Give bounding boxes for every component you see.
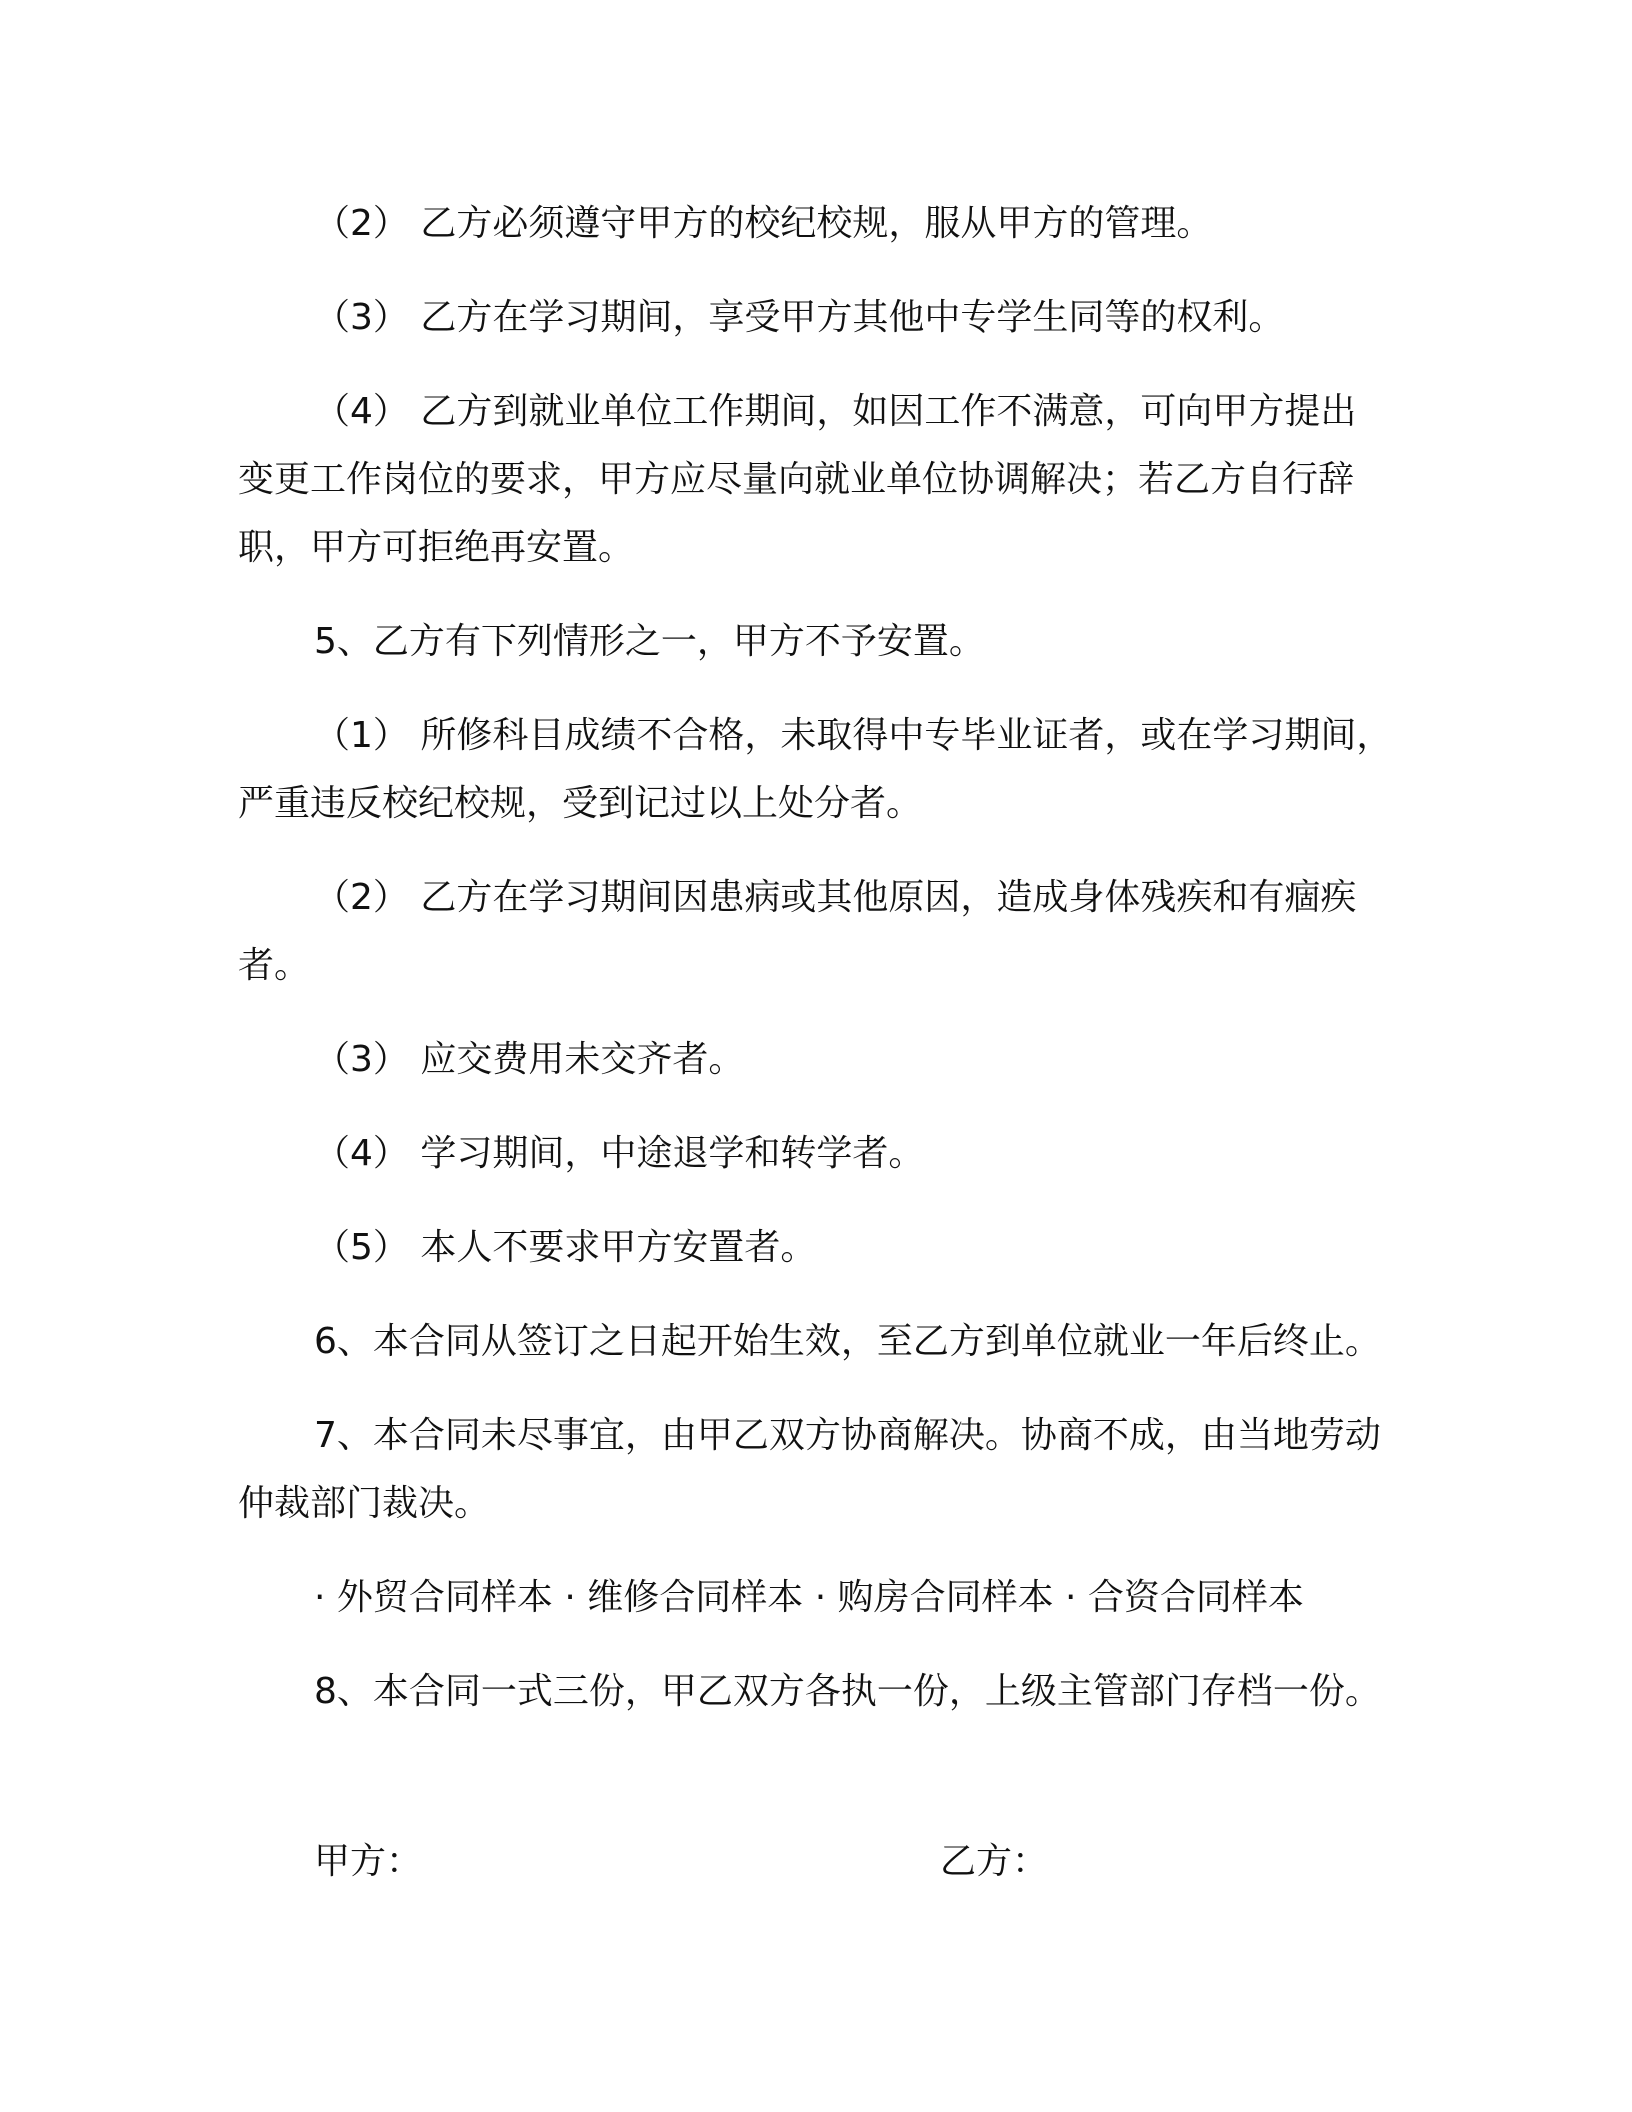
party-a-label: 甲方： (314, 1841, 423, 1882)
clause-paragraph: （4） 乙方到就业单位工作期间，如因工作不满意，可向甲方提出变更工作岗位的要求，甲方应尽量向就业单位协调解决；若乙方自行辞职，甲方可拒绝再安置。 (238, 391, 1357, 568)
related-link-joint-venture[interactable]: · 合资合同样本 (1065, 1577, 1304, 1618)
clause-paragraph: 6、本合同从签订之日起开始生效，至乙方到单位就业一年后终止。 (314, 1321, 1381, 1362)
related-link-house-purchase[interactable]: · 购房合同样本 (814, 1577, 1054, 1618)
clause-paragraph: 5、乙方有下列情形之一，甲方不予安置。 (314, 621, 985, 662)
contract-body (238, 190, 1408, 1752)
party-b-label: 乙方： (940, 1841, 1049, 1882)
related-link-foreign-trade[interactable]: · 外贸合同样本 (314, 1577, 553, 1618)
clause-paragraph: （2） 乙方必须遵守甲方的校纪校规，服从甲方的管理。 (314, 203, 1213, 244)
clause-paragraph: （3） 乙方在学习期间，享受甲方其他中专学生同等的权利。 (314, 297, 1285, 338)
clause-paragraph: 8、本合同一式三份，甲乙双方各执一份，上级主管部门存档一份。 (314, 1671, 1381, 1712)
clause-paragraph: （2） 乙方在学习期间因患病或其他原因，造成身体残疾和有痼疾者。 (238, 877, 1357, 986)
clause-paragraph: 7、本合同未尽事宜，由甲乙双方协商解决。协商不成，由当地劳动仲裁部门裁决。 (238, 1415, 1381, 1524)
clause-paragraph: （1） 所修科目成绩不合格，未取得中专毕业证者，或在学习期间，严重违反校纪校规，受到记过以上处分者。 (238, 715, 1393, 824)
clause-paragraph: （3） 应交费用未交齐者。 (314, 1039, 745, 1080)
related-links (238, 1564, 1408, 1632)
related-link-repair[interactable]: · 维修合同样本 (564, 1577, 804, 1618)
clause-paragraph: （4） 学习期间，中途退学和转学者。 (314, 1133, 925, 1174)
signature-block (314, 1828, 1314, 1896)
clause-paragraph: （5） 本人不要求甲方安置者。 (314, 1227, 817, 1268)
